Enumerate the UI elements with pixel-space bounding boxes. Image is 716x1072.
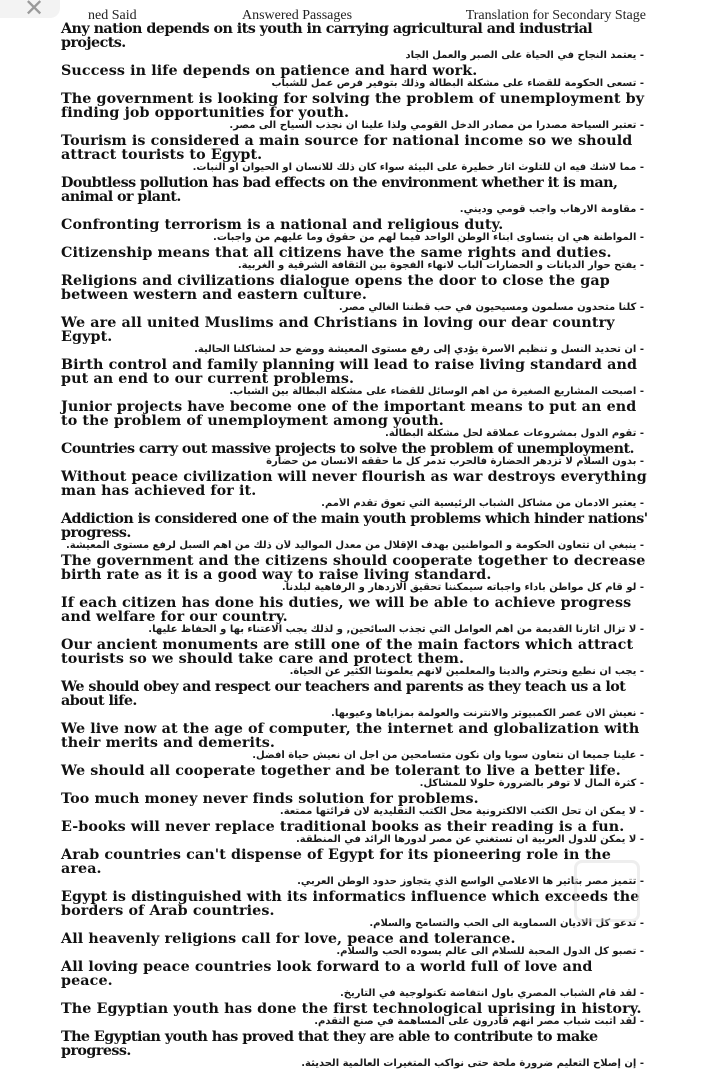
passage-item xyxy=(61,848,648,888)
arabic-sentence: - اصبحت المشاريع الصغيرة من أهم الوسائل للقضاء على مشكلة البطالة بين الشباب. xyxy=(229,386,644,397)
passage-item xyxy=(61,960,648,1000)
english-sentence: We are all united Muslims and Christians in loving our dear country Egypt. xyxy=(61,315,615,345)
arabic-sentence: - لو قام كل مواطن باداء واجباته سيمكننا تحقيق الازدهار و الرفاهية لبلدنا. xyxy=(281,582,644,593)
arabic-sentence: - تقوم الدول بمشروعات عملاقة لحل مشكلة البطالة. xyxy=(385,428,644,439)
arabic-sentence: - إن إصلاح التعليم ضرورة ملحة حتى نواكب المتغيرات العالمية الحديثة. xyxy=(301,1058,644,1069)
passage-item xyxy=(61,764,648,790)
arabic-sentence: - تصبو كل الدول المحبة للسلام الى عالم يسوده الحب والسلام. xyxy=(336,946,644,957)
english-sentence: E-books will never replace traditional books as their reading is a fun. xyxy=(61,819,625,835)
arabic-sentence: - تعتبر السياحة مصدراً من مصادر الدخل القومي ولذا علينا ان نجذب السياح الى مصر. xyxy=(229,120,644,131)
english-sentence: The government and the citizens should cooperate together to decrease birth rate as it is a good way to raise living standard. xyxy=(61,553,646,583)
english-sentence: Too much money never finds solution for problems. xyxy=(61,791,479,807)
english-sentence: All heavenly religions call for love, peace and tolerance. xyxy=(61,931,516,947)
passage-item xyxy=(61,358,648,398)
passage-item xyxy=(61,554,648,594)
english-sentence: If each citizen has done his duties, we will be able to achieve progress and welfare for our country. xyxy=(61,595,632,625)
english-sentence: Success in life depends on patience and hard work. xyxy=(61,63,478,79)
english-sentence: Tourism is considered a main source for national income so we should attract tourists to Egypt. xyxy=(61,133,633,163)
watermark-logo xyxy=(574,860,640,922)
english-sentence: Any nation depends on its youth in carrying agricultural and industrial projects. xyxy=(61,21,593,51)
arabic-sentence: - ان تحديد النسل و تنظيم الأسرة يؤدي إلى رفع مستوى المعيشة ووضع حد لمشاكلنا الحالية. xyxy=(194,344,644,355)
english-sentence: We live now at the age of computer, the internet and globalization with their merits and demerits. xyxy=(61,721,640,751)
arabic-sentence: - يعتمد النجاح في الحياة على الصبر والعمل الجاد xyxy=(405,50,644,61)
passage-item xyxy=(61,22,648,62)
header-subtitle: Translation for Secondary Stage xyxy=(465,8,646,23)
arabic-sentence: - لا يمكن للدول العربية ان تستغني عن مصر لدورها الرائد في المنطقة. xyxy=(295,834,644,845)
english-sentence: Countries carry out massive projects to solve the problem of unemployment. xyxy=(61,441,634,457)
passage-item xyxy=(61,1030,648,1070)
header-author: ned Said xyxy=(88,8,137,23)
english-sentence: Arab countries can't dispense of Egypt for its pioneering role in the area. xyxy=(61,847,611,877)
arabic-sentence: - علينا جميعا ان نتعاون سويا وان نكون متسامحين من أجل ان نعيش حياة أفضل. xyxy=(252,750,644,761)
english-sentence: Doubtless pollution has bad effects on the environment whether it is man, animal or plant. xyxy=(61,175,618,205)
arabic-sentence: - مقاومة الارهاب واجب قومي وديني. xyxy=(459,204,644,215)
english-sentence: Junior projects have become one of the important means to put an end to the problem of unemployment among youth. xyxy=(61,399,637,429)
passage-item xyxy=(61,512,648,552)
close-icon: ✕ xyxy=(24,0,45,22)
arabic-sentence: - لقد أثبت شباب مصر انهم قادرون على المساهمة في صنع التقدم. xyxy=(314,1016,644,1027)
arabic-sentence: - يعتبر الادمان من مشاكل الشباب الرئيسية التي تعوق تقدم الأمم. xyxy=(321,498,644,509)
english-sentence: Our ancient monuments are still one of the main factors which attract tourists so we should take care and protect them. xyxy=(61,637,634,667)
passage-item xyxy=(61,470,648,510)
arabic-sentence: - كلنا متحدون مسلمون ومسيحيون في حب قطننا الغالي مصر. xyxy=(338,302,644,313)
passage-item xyxy=(61,246,648,272)
passage-item xyxy=(61,64,648,90)
passage-item xyxy=(61,134,648,174)
close-button[interactable] xyxy=(0,0,60,22)
passage-item xyxy=(61,316,648,356)
arabic-sentence: - ينبغي ان تتعاون الحكومة و المواطنين بهدف الإقلال من معدل المواليد لأن ذلك من أهم السبل لرفع مستوى المعيشة. xyxy=(66,540,644,551)
english-sentence: All loving peace countries look forward to a world full of love and peace. xyxy=(61,959,593,989)
english-sentence: The government is looking for solving the problem of unemployment by finding job opportunities for youth. xyxy=(61,91,645,121)
arabic-sentence: - يفتح حوار الديانات و الحضارات الباب لانهاء الفجوة بين الثقافة الشرقية و الغربية. xyxy=(237,260,644,271)
arabic-sentence: - يجب ان نطيع ونحترم والدينا والمعلمين لانهم يعلموننا الكثير عن الحياة. xyxy=(289,666,644,677)
english-sentence: Citizenship means that all citizens have the same rights and duties. xyxy=(61,245,612,261)
arabic-sentence: - تدعو كل الاديان السماوية الى الحب والتسامح والسلام. xyxy=(369,918,644,929)
arabic-sentence: - المواطنة هي ان يتساوى ابناء الوطن الواحد فيما لهم من حقوق وما عليهم من واجبات. xyxy=(213,232,644,243)
english-sentence: The Egyptian youth has done the first technological uprising in history. xyxy=(61,1001,642,1017)
passages-list xyxy=(61,22,648,1072)
passage-item xyxy=(61,680,648,720)
passage-item xyxy=(61,1002,648,1028)
english-sentence: Egypt is distinguished with its informatics influence which exceeds the borders of Arab countries. xyxy=(61,889,640,919)
passage-item xyxy=(61,890,648,930)
passage-item xyxy=(61,176,648,216)
passage-item xyxy=(61,932,648,958)
passage-item xyxy=(61,92,648,132)
header-title: Answered Passages xyxy=(242,8,353,23)
english-sentence: Birth control and family planning will lead to raise living standard and put an end to our current problems. xyxy=(61,357,638,387)
english-sentence: We should all cooperate together and be tolerant to live a better life. xyxy=(61,763,621,779)
passage-item xyxy=(61,722,648,762)
arabic-sentence: - كثرة المال لا توفر بالضرورة حلولا للمشاكل. xyxy=(419,778,644,789)
passage-item xyxy=(61,400,648,440)
passage-item xyxy=(61,792,648,818)
english-sentence: Without peace civilization will never flourish as war destroys everything man has achieved for it. xyxy=(61,469,647,499)
passage-item xyxy=(61,638,648,678)
english-sentence: Addiction is considered one of the main youth problems which hinder nations' progress. xyxy=(61,511,648,541)
arabic-sentence: - لا تزال أثارنا القديمة من أهم العوامل التي تجذب السائحين, و لذلك يجب الاعتناء بها و الحفاظ عليها. xyxy=(148,624,644,635)
passage-item xyxy=(61,274,648,314)
passage-item xyxy=(61,218,648,244)
passage-item xyxy=(61,442,648,468)
arabic-sentence: - تتميز مصر بتأثير ها الاعلامي الواسع الذي يتجاوز حدود الوطن العربي. xyxy=(297,876,644,887)
arabic-sentence: - لقد قام الشباب المصري باول انتفاضة تكنولوجية في التاريخ. xyxy=(339,988,644,999)
english-sentence: We should obey and respect our teachers and parents as they teach us a lot about life. xyxy=(61,679,626,709)
arabic-sentence: - لا يمكن ان تحل الكتب الالكترونية محل الكتب التقليدية لان قرائتها ممتعة. xyxy=(279,806,644,817)
english-sentence: Confronting terrorism is a national and religious duty. xyxy=(61,217,504,233)
arabic-sentence: - نعيش الان عصر الكمبيوتر والانترنت والعولمة بمزاياها وعيوبها. xyxy=(331,708,644,719)
arabic-sentence: - تسعى الحكومة للقضاء على مشكلة البطالة وذلك بتوفير فرص عمل للشباب xyxy=(271,78,644,89)
english-sentence: Religions and civilizations dialogue opens the door to close the gap between western and eastern culture. xyxy=(61,273,610,303)
arabic-sentence: - مما لاشك فيه ان للتلوث اثار خطيرة على البيئة سواء كان ذلك للانسان او الحيوان او النبات. xyxy=(192,162,644,173)
arabic-sentence: - بدون السلام لا تزدهر الحضارة فالحرب تدمر كل ما حققه الانسان من حضارة xyxy=(266,456,644,467)
passage-item xyxy=(61,596,648,636)
english-sentence: The Egyptian youth has proved that they are able to contribute to make progress. xyxy=(61,1029,598,1059)
passage-item xyxy=(61,820,648,846)
